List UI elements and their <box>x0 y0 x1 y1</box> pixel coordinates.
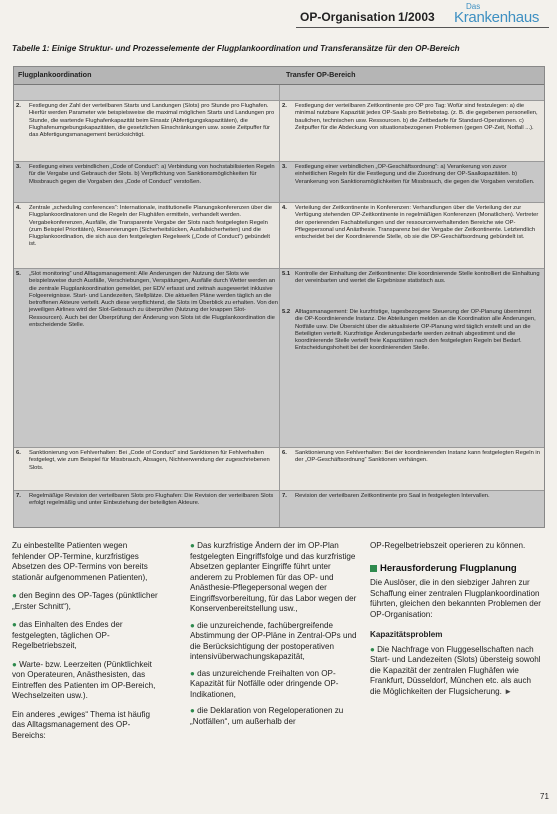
cell-right <box>282 103 540 159</box>
row-number: 2. <box>16 103 21 109</box>
cell-right <box>282 164 540 200</box>
cell-text: Alltagsmanagement: Die kurzfristige, tagesbezogene Steuerung der OP-Planung übernimmt die OP-Koordinierende Instanz. Die Abteilungen melden an die Koordination alle Änderungen, Notfälle usw. Die Übersicht über die aktualisierte OP-Planung wird täglich erstellt und an die Beteiligten verteilt. Kurzfristige Änderungsbedarfe werden zeitnah abgestimmt und die koordinierende Stelle verteilt freie Kapazitäten nach den festgelegten Regeln bei Bedarf. Entscheidungshoheit bei der koordinierenden Stelle. <box>295 309 536 352</box>
bullet-text: das unzureichende Freihalten von OP-Kapazität für Notfälle oder dringende OP-Indikationen, <box>190 668 339 699</box>
cell-left <box>16 493 278 527</box>
text-column-3 <box>370 541 542 786</box>
cell-right-sub <box>282 309 540 443</box>
cell-right <box>282 493 540 527</box>
heading-text: Herausforderung Flugplanung <box>380 562 517 574</box>
subheading: Kapazitätsproblem <box>370 630 443 639</box>
bullet-text: die unzureichende, fachübergreifende Abstimmung der OP-Pläne in Zentral-OPs und die Berücksichtigung der postoperativen intensivüberwachungskapazität, <box>190 620 357 661</box>
table-row <box>14 448 544 491</box>
cell-right <box>282 450 540 488</box>
bullet-icon: ● <box>12 659 20 669</box>
cell-text: Sanktionierung von Fehlverhalten: Bei der koordinierenden Instanz kann festgelegten Regeln in der „OP-Geschäftsordnung“ Sanktionen verhängen. <box>295 450 540 464</box>
cell-text: Festlegung der Zahl der verteilbaren Starts und Landungen (Slots) pro Stunde pro Flughafen. Hierfür werden Parameter wie beispielsweise die maximal möglichen Starts und Landungen pro Stunde, die wartende Flughafenkapazität beim Einsatz (Abfertigungskapazitäten), die Flughafenumgebungskapazitäten, die gesetzlichen Einschränkungen usw. sowie Zeitpuffer für das Abfertigungsmanagement berücksichtigt. <box>29 103 275 139</box>
bullet-icon: ● <box>12 620 20 629</box>
row-number: 2. <box>282 103 287 109</box>
bullet-item <box>190 541 358 615</box>
bullet-icon: ● <box>190 541 198 550</box>
bullet-icon: ● <box>190 620 198 630</box>
column-divider <box>279 203 280 268</box>
section-title: OP-Organisation <box>300 10 396 24</box>
bullet-icon: ● <box>12 591 20 600</box>
paragraph: Ein anderes „ewiges“ Thema ist häufig das Alltagsmanagement des OP-Bereichs: <box>12 709 150 740</box>
bullet-text: Die Nachfrage von Fluggesellschaften nach Start- und Landezeiten (Slots) übersteig sowohl die Kapazität der zentralen Flughäfen wie Frankfurt, Düsseldorf, München etc. als auch die Möglichkeiten der Flugsicherung. <box>370 644 541 696</box>
cell-text: Zentrale „scheduling conferences“: Internationale, institutionelle Planungskonferenzen über die Flugplankoordinatoren und die Regeln der Flughäfen ermitteln, verhandelt werden. Vergabekonferenzen, Ausfälle, die Transparente Vergabe der Slots nach festgelegten Regeln (zum Beispiel Prioritäten), Reservierungen (Sicherheitslücken, Ausfallsicherheiten) und die Flugplankoordination, die sich aus den festgelegten Regelwerk („Code of Conduct“) gebündelt ist. <box>29 205 272 248</box>
table-row <box>14 162 544 203</box>
brand-main: Krankenhaus <box>454 9 540 26</box>
cell-right <box>282 271 540 301</box>
bullet-text: das Einhalten des Endes der festgelegten, täglichen OP-Regelbetriebszeit, <box>12 620 123 650</box>
column-divider <box>279 448 280 490</box>
cell-text: Sanktionierung von Fehlverhalten: Bei „Code of Conduct“ sind Sanktionen für Fehlverhalten festgelegt, wie zum Beispiel für Missbrauch, Absagen, Nichtverwendung der zugeschriebenen Slots. <box>29 450 270 471</box>
brand-top: Das <box>466 2 481 11</box>
paragraph: Die Auslöser, die in den siebziger Jahren zur Schaffung einer zentralen Flugplankoordination führten, gleichen den bekannten Problemen der OP-Organisation: <box>370 578 541 619</box>
table-header <box>14 67 544 85</box>
bullet-icon: ● <box>190 706 198 715</box>
paragraph: Zu einbestellte Patienten wegen fehlender OP-Termine, kurzfristiges Absetzen des OP-Termins von bereits stationär aufgenommenen Patienten), <box>12 541 148 582</box>
col-right-header: Transfer OP-Bereich <box>286 70 356 79</box>
row-number: 3. <box>282 164 287 170</box>
text-column-1 <box>12 541 160 786</box>
bullet-item <box>12 660 160 702</box>
square-bullet-icon <box>370 565 377 572</box>
cell-left <box>16 271 278 401</box>
bullet-item <box>12 591 160 612</box>
cell-text: Festlegung einer verbindlichen „OP-Geschäftsordnung“: a) Verankerung von zuvor einheitlichen Regeln für die Festlegung und die Zuordnung der OP-Saalkapazitäten. b) Verankerung von Sanktionsmöglichkeiten für Missbrauch, die gegen die Vorgaben verstoßen. <box>295 164 535 185</box>
row-number: 4. <box>282 205 287 211</box>
cell-text: „Slot monitoring“ und Alltagsmanagement: Alle Änderungen der Nutzung der Slots wie beispielsweise durch Ausfälle, Verschiebungen, Verspätungen, Ausfälle durch Wetter werden an die zentrale Flugplankoordination gemeldet, per EDV erfasst und zeitnah ausgewertet inklusive Folgeereignisse. Start- und Landezeiten, Stellplätze. Die aktuellen Pläne werden täglich an die betroffenen Akteure verteilt. Auch diese verpflichtend, die Slots im Überblick zu erhalten. Von den jeweiligen Airlines wird der Slot-Gebrauch zu überprüfen (Nutzung der knappen Slot-Ressourcen). Auch bei der Überprüfung der Änderung von Slots ist die Flugplankoordination die entscheidende Stelle. <box>29 271 278 329</box>
row-number: 7. <box>282 493 287 499</box>
cell-text: Revision der verteilbaren Zeitkontinente pro Saal in festgelegten Intervallen. <box>295 493 490 499</box>
cell-text: Regelmäßige Revision der verteilbaren Slots pro Flughafen: Die Revision der verteilbaren Slots erfolgt regelmäßig und unter Einbeziehung der beteiligten Akteure. <box>29 493 274 507</box>
cell-text: Kontrolle der Einhaltung der Zeitkontinente: Die koordinierende Stelle kontrolliert die Einhaltung der vereinbarten und wertet die Ergebnisse statistisch aus. <box>295 271 540 285</box>
bullet-text: Das kurzfristige Ändern der im OP-Plan festgelegten Eingriffsfolge und das kurzfristige Absetzen geplanter Eingriffe führt unter anderem zu Problemen für das OP- und Anästhesie-Pflegepersonal wegen der Eingriffsvorbereitung, für das Labor wegen der Konservenbereitstellung usw., <box>190 541 357 613</box>
column-divider <box>279 491 280 528</box>
table-row <box>14 203 544 269</box>
bullet-text: Warte- bzw. Leerzeiten (Pünktlichkeit von Operateuren, Anästhesisten, das Eintreffen des Patienten im OP-Bereich, Wechselzeiten usw.). <box>12 659 156 700</box>
bullet-text: den Beginn des OP-Tages (pünktlicher „Erster Schnitt“), <box>12 591 158 611</box>
cell-left <box>16 103 278 159</box>
row-number: 6. <box>16 450 21 456</box>
column-divider <box>279 85 280 100</box>
cell-text: Festlegung der verteilbaren Zeitkontinente pro OP pro Tag: Wofür sind festzulegen: a) die minimal nutzbare Kapazität jedes OP-Saals pro Betriebstag. (z. B. die gegebenen personellen, baulichen, technischen usw. Ressourcen. b) die Zeitbedarfe für Standard-Operationen. c) Zeitpuffer für die Abdeckung von situationsbezogenen Problemen (gegen OP-Zeit, Notfall ...). <box>295 103 538 131</box>
cell-right <box>282 205 540 266</box>
table-row <box>14 101 544 162</box>
table-row <box>14 491 544 528</box>
cell-left <box>16 164 278 200</box>
bullet-text: die Deklaration von Regeloperationen zu „Notfällen“, um außerhalb der <box>190 706 344 726</box>
cell-text: Verteilung der Zeitkontinente in Konferenzen: Verhandlungen über die Verteilung der zur Verfügung stehenden OP-Zeitkontinente in regelmäßigen Konferenzen (Monatlichen). Vertreter der operierenden Fachabteilungen und der ressourcenverhaltenden Bereiche wie OP-Pflegepersonal und Anästhesie. Transparenz bei der Vergabe der Zeitkontinente. Letztendlich entscheidet bei der Koordinierende Stelle, ob sie die OP-Geschäftsordnung gebündelt ist. <box>295 205 539 241</box>
bullet-item <box>190 669 358 701</box>
issue-number: 1/2003 <box>398 10 435 24</box>
bullet-icon: ● <box>370 644 378 654</box>
section-heading <box>370 564 542 575</box>
cell-text: Festlegung eines verbindlichen „Code of Conduct“: a) Verbindung von hochstabilisierten Regeln für die Vergabe und Gebrauch der Slots. b) Verpflichtung von Sanktionsmöglichkeiten für Missbrauch gegen die Vorgaben des „Code of Conduct“ verstoßen. <box>29 164 275 185</box>
bullet-item <box>190 706 358 727</box>
bullet-item <box>12 620 160 652</box>
row-number: 7. <box>16 493 21 499</box>
continue-arrow-icon: ► <box>504 686 513 696</box>
row-number: 4. <box>16 205 21 211</box>
table-row <box>14 85 544 101</box>
col-left-header: Flugplankoordination <box>18 70 92 79</box>
paragraph: OP-Regelbetriebszeit operieren zu können. <box>370 541 526 550</box>
brand-logo <box>454 2 552 24</box>
column-divider <box>279 269 280 447</box>
header-rule <box>296 27 549 28</box>
table-caption: Tabelle 1: Einige Struktur- und Prozesselemente der Flugplankoordination und Transferansätze für den OP-Bereich <box>12 44 460 53</box>
table-row <box>14 269 544 448</box>
column-divider <box>279 162 280 202</box>
bullet-item <box>190 621 358 663</box>
cell-left <box>16 205 278 266</box>
cell-left <box>16 450 278 488</box>
column-divider <box>279 101 280 161</box>
row-number: 5. <box>16 271 21 277</box>
row-number: 6. <box>282 450 287 456</box>
page-number: 71 <box>540 792 549 801</box>
row-number: 5.1 <box>282 271 291 277</box>
bullet-icon: ● <box>190 668 198 678</box>
row-number: 3. <box>16 164 21 170</box>
row-number: 5.2 <box>282 309 291 315</box>
text-column-2 <box>190 541 358 786</box>
comparison-table <box>13 66 545 528</box>
bullet-item <box>370 645 542 698</box>
